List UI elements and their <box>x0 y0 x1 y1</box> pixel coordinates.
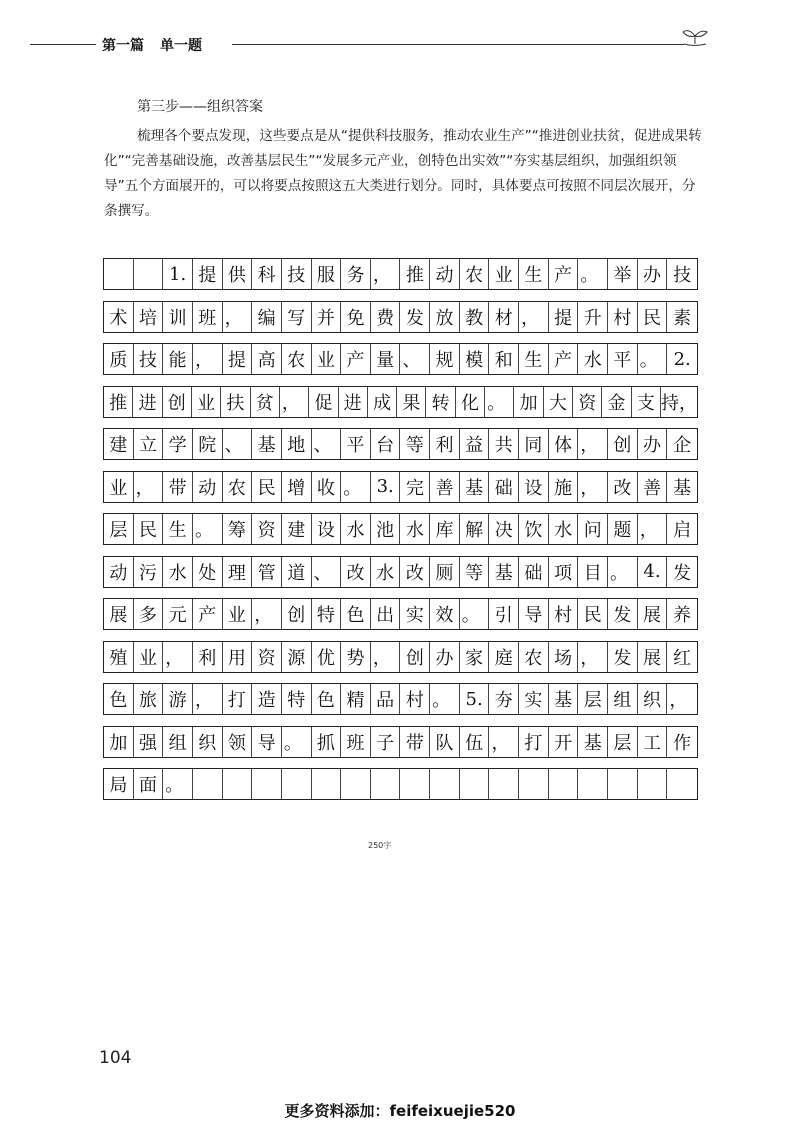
grid-cell: 材 <box>489 302 519 332</box>
grid-row <box>103 258 698 290</box>
grid-cell: 创 <box>400 642 430 672</box>
grid-cell: 筹 <box>223 514 253 544</box>
grid-cell: 高 <box>252 344 282 374</box>
footer-note: 更多资料添加：feifeixuejie520 <box>284 1102 516 1120</box>
grid-cell: ， <box>252 599 282 629</box>
grid-cell: 目 <box>578 557 608 587</box>
header-rule-right <box>232 44 684 45</box>
grid-cell: 色 <box>104 684 134 714</box>
grid-cell: 农 <box>223 472 253 502</box>
grid-cell: 改 <box>341 557 371 587</box>
grid-cell: 导 <box>519 599 549 629</box>
grid-cell: 贫 <box>251 387 280 417</box>
grid-cell: 4. <box>638 557 668 587</box>
grid-cell: 引 <box>489 599 519 629</box>
grid-cell: 创 <box>163 387 192 417</box>
grid-cell: 庭 <box>489 642 519 672</box>
grid-row <box>103 471 698 503</box>
grid-cell: 动 <box>193 472 223 502</box>
grid-cell: 题 <box>608 514 638 544</box>
grid-cell: 基 <box>578 727 608 757</box>
grid-cell: 领 <box>223 727 253 757</box>
grid-cell: 支 <box>632 387 661 417</box>
grid-cell: 水 <box>341 514 371 544</box>
grid-cell: 实 <box>519 684 549 714</box>
grid-cell: 办 <box>638 259 668 289</box>
grid-cell: 局 <box>104 769 134 799</box>
grid-cell: 技 <box>673 265 692 286</box>
grid-cell: 。 <box>638 344 668 374</box>
grid-cell: ， <box>578 472 608 502</box>
grid-cell: 善 <box>638 472 668 502</box>
grid-cell: 。 <box>608 557 638 587</box>
grid-cell: 创 <box>608 429 638 459</box>
grid-cell: 多 <box>134 599 164 629</box>
grid-cell: 污 <box>134 557 164 587</box>
grid-cell: 技 <box>134 344 164 374</box>
grid-cell: 、 <box>312 429 342 459</box>
grid-cell: 资 <box>573 387 602 417</box>
grid-cell: 共 <box>489 429 519 459</box>
grid-cell: 立 <box>134 429 164 459</box>
grid-cell: 训 <box>163 302 193 332</box>
grid-cell: 色 <box>312 684 342 714</box>
grid-cell: 动 <box>430 259 460 289</box>
grid-cell: 旅 <box>134 684 164 714</box>
grid-cell: 。 <box>193 514 223 544</box>
grid-cell: 利 <box>430 429 460 459</box>
grid-cell: 。 <box>282 727 312 757</box>
grid-cell: 特 <box>282 684 312 714</box>
grid-cell: 果 <box>397 387 426 417</box>
grid-cell: 决 <box>489 514 519 544</box>
grid-cell: 体 <box>549 429 579 459</box>
grid-cell: 础 <box>489 472 519 502</box>
grid-row <box>103 768 698 800</box>
grid-cell: 提 <box>549 302 579 332</box>
grid-cell: 。 <box>460 599 490 629</box>
grid-cell: 转 <box>426 387 455 417</box>
grid-cell: 技 <box>282 259 312 289</box>
grid-cell: 成 <box>368 387 397 417</box>
grid-cell: 免 <box>341 302 371 332</box>
grid-cell: 组 <box>608 684 638 714</box>
grid-cell: 培 <box>134 302 164 332</box>
grid-cell: 产 <box>341 344 371 374</box>
grid-cell: 夯 <box>489 684 519 714</box>
grid-cell: 子 <box>371 727 401 757</box>
grid-cell: 服 <box>312 259 342 289</box>
grid-cell: 创 <box>282 599 312 629</box>
grid-cell: 质 <box>104 344 134 374</box>
grid-cell: 2. <box>673 348 691 370</box>
grid-cell <box>252 769 282 799</box>
grid-cell: 、 <box>400 344 430 374</box>
grid-cell: 业 <box>489 259 519 289</box>
grid-row <box>103 301 698 333</box>
grid-cell: 善 <box>430 472 460 502</box>
grid-cell: 放 <box>430 302 460 332</box>
grid-cell: ， <box>489 727 519 757</box>
grid-row <box>103 726 698 758</box>
grid-cell: 供 <box>223 259 253 289</box>
grid-cell: 导 <box>252 727 282 757</box>
grid-cell: 打 <box>519 727 549 757</box>
grid-cell: ， <box>223 302 253 332</box>
grid-row <box>103 683 698 715</box>
grid-cell <box>489 769 519 799</box>
grid-cell: 改 <box>400 557 430 587</box>
grid-cell: 启 <box>673 520 692 541</box>
grid-cell: 平 <box>341 429 371 459</box>
grid-cell: 游 <box>163 684 193 714</box>
grid-cell: 持， <box>661 392 697 414</box>
grid-cell: 素 <box>673 307 692 329</box>
grid-cell: 水 <box>163 557 193 587</box>
grid-cell: 、 <box>223 429 253 459</box>
grid-cell <box>667 769 697 799</box>
grid-cell: 作 <box>673 732 692 754</box>
grid-cell: 源 <box>282 642 312 672</box>
grid-cell: 完 <box>400 472 430 502</box>
grid-cell: 5. <box>460 684 490 714</box>
grid-cell: 升 <box>578 302 608 332</box>
grid-cell: 组 <box>163 727 193 757</box>
grid-row <box>103 386 698 418</box>
grid-cell: 生 <box>519 259 549 289</box>
grid-cell: 。 <box>430 684 460 714</box>
grid-cell: 生 <box>163 514 193 544</box>
grid-cell: 施 <box>549 472 579 502</box>
grid-cell: 队 <box>430 727 460 757</box>
grid-cell: 产 <box>193 599 223 629</box>
grid-cell: 资 <box>252 642 282 672</box>
grid-cell: 基 <box>252 429 282 459</box>
grid-row <box>103 556 698 588</box>
grid-cell: 展 <box>638 599 668 629</box>
grid-cell <box>549 769 579 799</box>
grid-cell: 基 <box>673 477 692 499</box>
grid-cell: 村 <box>608 302 638 332</box>
grid-cell: 规 <box>430 344 460 374</box>
grid-cell: 基 <box>460 472 490 502</box>
grid-cell: 场 <box>549 642 579 672</box>
grid-cell: 和 <box>489 344 519 374</box>
grid-cell: 织 <box>193 727 223 757</box>
grid-cell <box>638 769 668 799</box>
grid-cell: 实 <box>400 599 430 629</box>
grid-cell: 金 <box>602 387 631 417</box>
grid-cell: 设 <box>312 514 342 544</box>
grid-cell: 班 <box>193 302 223 332</box>
grid-cell: 化 <box>456 387 485 417</box>
grid-cell: 产 <box>549 344 579 374</box>
grid-cell: ， <box>669 690 688 711</box>
step-title: 第三步——组织答案 <box>137 99 263 115</box>
grid-cell: ， <box>371 259 401 289</box>
grid-cell: 科 <box>252 259 282 289</box>
grid-cell: 农 <box>519 642 549 672</box>
grid-cell: 推 <box>104 387 133 417</box>
running-header <box>102 35 218 55</box>
grid-cell: 造 <box>252 684 282 714</box>
grid-cell: 办 <box>638 429 668 459</box>
grid-cell: ， <box>193 684 223 714</box>
grid-cell: 发 <box>673 562 692 584</box>
grid-cell: 扶 <box>221 387 250 417</box>
grid-cell: 费 <box>371 302 401 332</box>
grid-cell: 带 <box>163 472 193 502</box>
grid-cell: 模 <box>460 344 490 374</box>
grid-cell <box>223 769 253 799</box>
grid-cell: 并 <box>312 302 342 332</box>
grid-cell: 提 <box>193 259 223 289</box>
grid-cell: 台 <box>371 429 401 459</box>
grid-cell: 等 <box>400 429 430 459</box>
grid-cell: 产 <box>549 259 579 289</box>
grid-cell: 地 <box>282 429 312 459</box>
grid-cell: 管 <box>252 557 282 587</box>
grid-cell: 。 <box>163 769 193 799</box>
grid-cell: 道 <box>282 557 312 587</box>
grid-cell: 势 <box>341 642 371 672</box>
grid-cell: 加 <box>514 387 543 417</box>
grid-cell: 库 <box>430 514 460 544</box>
grid-cell: ， <box>578 642 608 672</box>
grid-cell: 进 <box>339 387 368 417</box>
grid-cell: 平 <box>608 344 638 374</box>
grid-cell: 养 <box>673 605 692 626</box>
page-number: 104 <box>99 1048 132 1068</box>
grid-cell: 民 <box>638 302 668 332</box>
grid-cell: 加 <box>104 727 134 757</box>
grid-cell: 出 <box>371 599 401 629</box>
grid-cell: 发 <box>608 642 638 672</box>
grid-cell: ， <box>519 302 549 332</box>
grid-cell <box>400 769 430 799</box>
grid-cell: 量 <box>371 344 401 374</box>
grid-cell: 厕 <box>430 557 460 587</box>
grid-cell: 设 <box>519 472 549 502</box>
grid-cell: 饮 <box>519 514 549 544</box>
grid-cell: 效 <box>430 599 460 629</box>
grid-cell: 红 <box>673 647 692 669</box>
grid-cell: 业 <box>312 344 342 374</box>
grid-cell: 农 <box>460 259 490 289</box>
grid-cell: 写 <box>282 302 312 332</box>
grid-cell: 同 <box>519 429 549 459</box>
grid-cell: 优 <box>312 642 342 672</box>
grid-cell: 术 <box>104 302 134 332</box>
grid-cell: 进 <box>133 387 162 417</box>
grid-cell <box>371 769 401 799</box>
grid-cell: 层 <box>608 727 638 757</box>
grid-cell: 水 <box>549 514 579 544</box>
grid-cell: 促 <box>309 387 338 417</box>
grid-cell: 农 <box>282 344 312 374</box>
grid-cell <box>460 769 490 799</box>
grid-cell: 改 <box>608 472 638 502</box>
grid-cell: 品 <box>371 684 401 714</box>
grid-cell: 水 <box>400 514 430 544</box>
grid-cell: 层 <box>578 684 608 714</box>
grid-cell: 建 <box>282 514 312 544</box>
grid-cell: ， <box>371 642 401 672</box>
grid-cell: 色 <box>341 599 371 629</box>
grid-cell <box>430 769 460 799</box>
grid-cell: 村 <box>549 599 579 629</box>
answer-grid <box>103 258 698 811</box>
grid-cell: 业 <box>134 642 164 672</box>
grid-cell: 业 <box>192 387 221 417</box>
grid-cell: 举 <box>608 259 638 289</box>
header-rule-left <box>30 44 96 45</box>
grid-cell: 用 <box>223 642 253 672</box>
grid-cell: 1. <box>163 259 193 289</box>
grid-cell <box>282 769 312 799</box>
grid-cell: 开 <box>549 727 579 757</box>
grid-cell: 民 <box>578 599 608 629</box>
grid-cell: 。 <box>578 259 608 289</box>
grid-cell: ， <box>193 344 223 374</box>
grid-cell: 民 <box>252 472 282 502</box>
grid-cell: 家 <box>460 642 490 672</box>
grid-cell: 院 <box>193 429 223 459</box>
grid-cell: 理 <box>223 557 253 587</box>
grid-row <box>103 641 698 673</box>
grid-cell: 业 <box>223 599 253 629</box>
grid-cell: 抓 <box>312 727 342 757</box>
grid-cell <box>578 769 608 799</box>
intro-paragraph: 梳理各个要点发现，这些要点是从“提供科技服务，推动农业生产”“推进创业扶贫，促进成果转化”“完善基础设施，改善基层民生”“发展多元产业，创特色出实效”“夯实基层组织，加强组织领导”五个方面展开的，可以将要点按照这五大类进行划分。同时，具体要点可按照不同层次展开，分条撰写。 <box>104 128 702 219</box>
grid-cell: 编 <box>252 302 282 332</box>
grid-cell: 教 <box>460 302 490 332</box>
grid-cell: 础 <box>519 557 549 587</box>
grid-cell: 。 <box>341 472 371 502</box>
grid-cell: ， <box>280 387 309 417</box>
grid-cell: ， <box>134 472 164 502</box>
grid-cell: 精 <box>341 684 371 714</box>
grid-cell: 展 <box>638 642 668 672</box>
grid-cell: 3. <box>371 472 401 502</box>
grid-cell: 工 <box>638 727 668 757</box>
grid-cell: ， <box>578 429 608 459</box>
grid-cell: 动 <box>104 557 134 587</box>
grid-cell: 、 <box>312 557 342 587</box>
grid-cell: 元 <box>163 599 193 629</box>
grid-cell: 池 <box>371 514 401 544</box>
grid-row <box>103 598 698 630</box>
grid-cell: 织 <box>638 684 668 714</box>
grid-cell: 务 <box>341 259 371 289</box>
grid-cell: 等 <box>460 557 490 587</box>
grid-cell: 层 <box>104 514 134 544</box>
grid-cell: 强 <box>134 727 164 757</box>
grid-cell: 班 <box>341 727 371 757</box>
grid-cell: 解 <box>460 514 490 544</box>
grid-cell <box>519 769 549 799</box>
grid-cell: 利 <box>193 642 223 672</box>
grid-cell: 建 <box>104 429 134 459</box>
grid-cell: 。 <box>485 387 514 417</box>
grid-cell: 推 <box>400 259 430 289</box>
grid-cell: 基 <box>489 557 519 587</box>
grid-cell: 提 <box>223 344 253 374</box>
grid-cell: 处 <box>193 557 223 587</box>
section-label: 单一题 <box>160 38 202 54</box>
grid-cell: 资 <box>252 514 282 544</box>
sprout-icon <box>680 26 710 50</box>
grid-cell: ， <box>163 642 193 672</box>
grid-cell: 大 <box>544 387 573 417</box>
grid-cell: 能 <box>163 344 193 374</box>
grid-cell <box>341 769 371 799</box>
grid-cell: 项 <box>549 557 579 587</box>
grid-cell: 收 <box>312 472 342 502</box>
grid-cell: 面 <box>134 769 164 799</box>
grid-cell: 办 <box>430 642 460 672</box>
word-count-label: 250字 <box>368 841 392 850</box>
grid-cell: 民 <box>134 514 164 544</box>
grid-cell <box>193 769 223 799</box>
grid-row <box>103 513 698 545</box>
grid-cell: 伍 <box>460 727 490 757</box>
grid-cell: 村 <box>400 684 430 714</box>
grid-cell <box>312 769 342 799</box>
grid-cell: 基 <box>549 684 579 714</box>
grid-cell: 特 <box>312 599 342 629</box>
grid-cell: 问 <box>578 514 608 544</box>
grid-cell: 学 <box>163 429 193 459</box>
grid-cell: 打 <box>223 684 253 714</box>
grid-cell: 发 <box>400 302 430 332</box>
grid-cell <box>608 769 638 799</box>
grid-cell: 业 <box>104 472 134 502</box>
grid-cell: 殖 <box>104 642 134 672</box>
grid-cell: 水 <box>578 344 608 374</box>
grid-row <box>103 428 698 460</box>
grid-cell: 企 <box>673 435 692 456</box>
grid-cell: 水 <box>371 557 401 587</box>
grid-cell: 带 <box>400 727 430 757</box>
grid-cell <box>104 259 134 289</box>
grid-cell: 增 <box>282 472 312 502</box>
grid-cell: 发 <box>608 599 638 629</box>
grid-cell: 展 <box>104 599 134 629</box>
chapter-label: 第一篇 <box>102 38 144 54</box>
grid-cell: 生 <box>519 344 549 374</box>
grid-cell: 益 <box>460 429 490 459</box>
grid-cell: ， <box>638 514 668 544</box>
grid-cell <box>134 259 164 289</box>
grid-row <box>103 343 698 375</box>
